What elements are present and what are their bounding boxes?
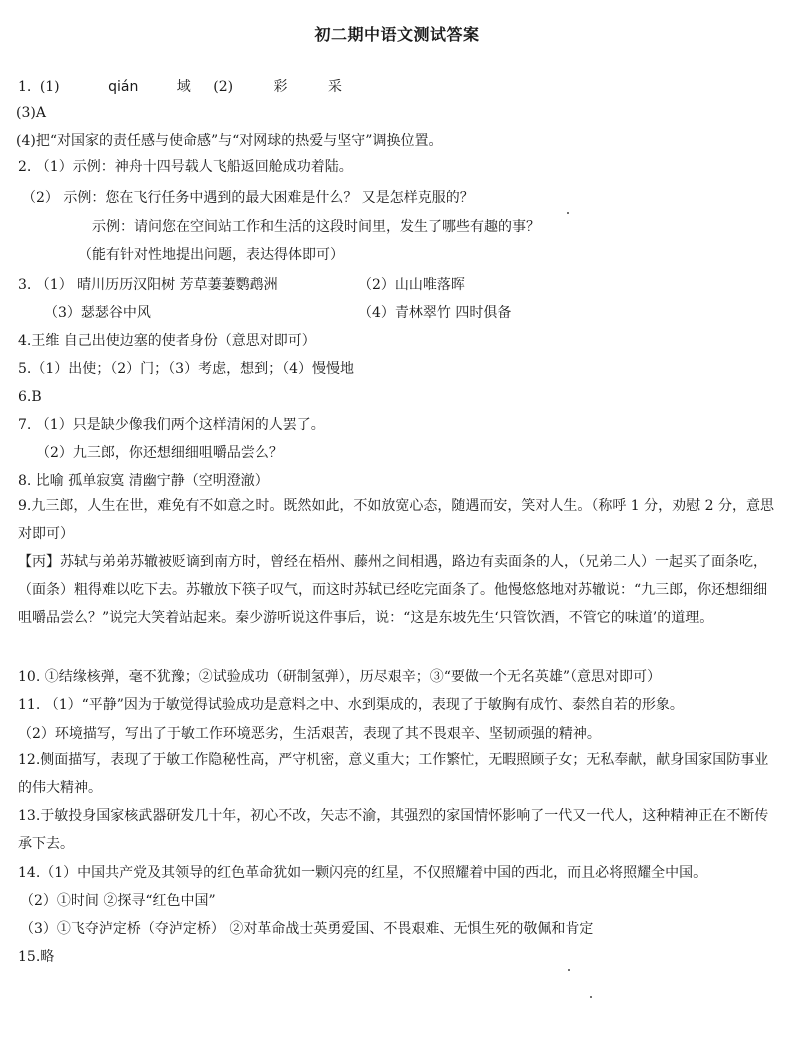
q1-part2: (2): [213, 79, 234, 95]
answer-14-3: （3）①飞夺泸定桥（夺泸定桥） ②对革命战士英勇爱国、不畏艰难、无惧生死的敬佩和肯定: [20, 921, 594, 937]
answer-6: 6.B: [18, 389, 42, 405]
answer-11-2: （2）环境描写，写出了于敏工作环境恶劣，生活艰苦，表现了其不畏艰辛、坚韧顽强的精神。: [18, 726, 601, 742]
answer-3-1b: （2）山山唯落晖: [358, 277, 465, 293]
answer-9: 9.九三郎，人生在世，难免有不如意之时。既然如此，不如放宽心态，随遇而安，笑对人生。（称呼 1 分，劝慰 2 分，意思对即可）: [18, 498, 774, 542]
scan-speck: [567, 212, 569, 214]
q1-number: 1.: [18, 79, 32, 95]
answer-5: 5.（1）出使；（2）门；（3）考虑，想到；（4）慢慢地: [18, 361, 354, 377]
q1-char3: 采: [328, 79, 342, 95]
answer-10: 10. ①结缘核弹，毫不犹豫；②试验成功（研制氢弹），历尽艰辛；③“要做一个无名英雄”（意思对即可）: [18, 669, 662, 685]
answer-2-1: 2. （1）示例：神舟十四号载人飞船返回舱成功着陆。: [18, 159, 353, 175]
page-title: 初二期中语文测试答案: [314, 25, 480, 44]
answer-2-2: （2） 示例：您在飞行任务中遇到的最大困难是什么？ 又是怎样克服的？: [22, 190, 474, 206]
scan-speck: [590, 996, 592, 998]
translation-bing: 【丙】苏轼与弟弟苏辙被贬谪到南方时，曾经在梧州、藤州之间相遇，路边有卖面条的人，（兄弟二人）一起买了面条吃，（面条）粗得难以吃下去。苏辙放下筷子叹气，而这时苏轼已经吃完面条了。他慢悠悠地对苏辙说：“九三郎，你还想细细咀嚼品尝么？”说完大笑着站起来。秦少游听说这件事后，说：“这是东坡先生‘只管饮酒，不管它的味道’的道理。: [18, 554, 768, 626]
scan-speck: [568, 969, 570, 971]
answer-1-3: (3)A: [16, 105, 46, 121]
q1-char1: 域: [176, 79, 191, 95]
answer-15: 15.略: [18, 949, 55, 965]
answer-1-4: (4)把“对国家的责任感与使命感”与“对网球的热爱与坚守”调换位置。: [16, 133, 443, 149]
answer-3-2b: （4）青林翠竹 四时俱备: [358, 305, 512, 321]
answer-14-1: 14.（1）中国共产党及其领导的红色革命犹如一颗闪亮的红星，不仅照耀着中国的西北，而且必将照耀全中国。: [18, 865, 708, 881]
answer-12: 12.侧面描写，表现了于敏工作隐秘性高，严守机密，意义重大；工作繁忙，无暇照顾子女；无私奉献，献身国家国防事业的伟大精神。: [18, 752, 769, 796]
answer-13: 13.于敏投身国家核武器研发几十年，初心不改，矢志不渝，其强烈的家国情怀影响了一代又一代人，这种精神正在不断传承下去。: [18, 808, 769, 852]
answer-7-2: （2）九三郎，你还想细细咀嚼品尝么？: [36, 445, 283, 461]
answer-2-3: 示例：请问您在空间站工作和生活的这段时间里，发生了哪些有趣的事？: [92, 219, 540, 235]
q1-char2: 彩: [273, 79, 288, 95]
answer-2-4: （能有针对性地提出问题，表达得体即可）: [78, 247, 344, 263]
answer-11-1: 11. （1）“平静”因为于敏觉得试验成功是意料之中、水到渠成的，表现了于敏胸有成竹、泰然自若的形象。: [18, 697, 684, 713]
answer-3-1a: 3. （1） 晴川历历汉阳树 芳草萋萋鹦鹉洲: [18, 277, 278, 293]
q1-pinyin: qián: [108, 79, 139, 95]
answer-8: 8. 比喻 孤单寂寞 清幽宁静（空明澄澈）: [18, 473, 269, 489]
answer-14-2: （2）①时间 ②探寻“红色中国”: [20, 893, 216, 909]
answer-1-line1: [18, 78, 342, 96]
q1-part1: (1): [39, 79, 60, 95]
answer-7-1: 7. （1）只是缺少像我们两个这样清闲的人罢了。: [18, 417, 325, 433]
answer-3-2a: （3）瑟瑟谷中风: [44, 305, 151, 321]
answer-4: 4.王维 自己出使边塞的使者身份（意思对即可）: [18, 333, 316, 349]
